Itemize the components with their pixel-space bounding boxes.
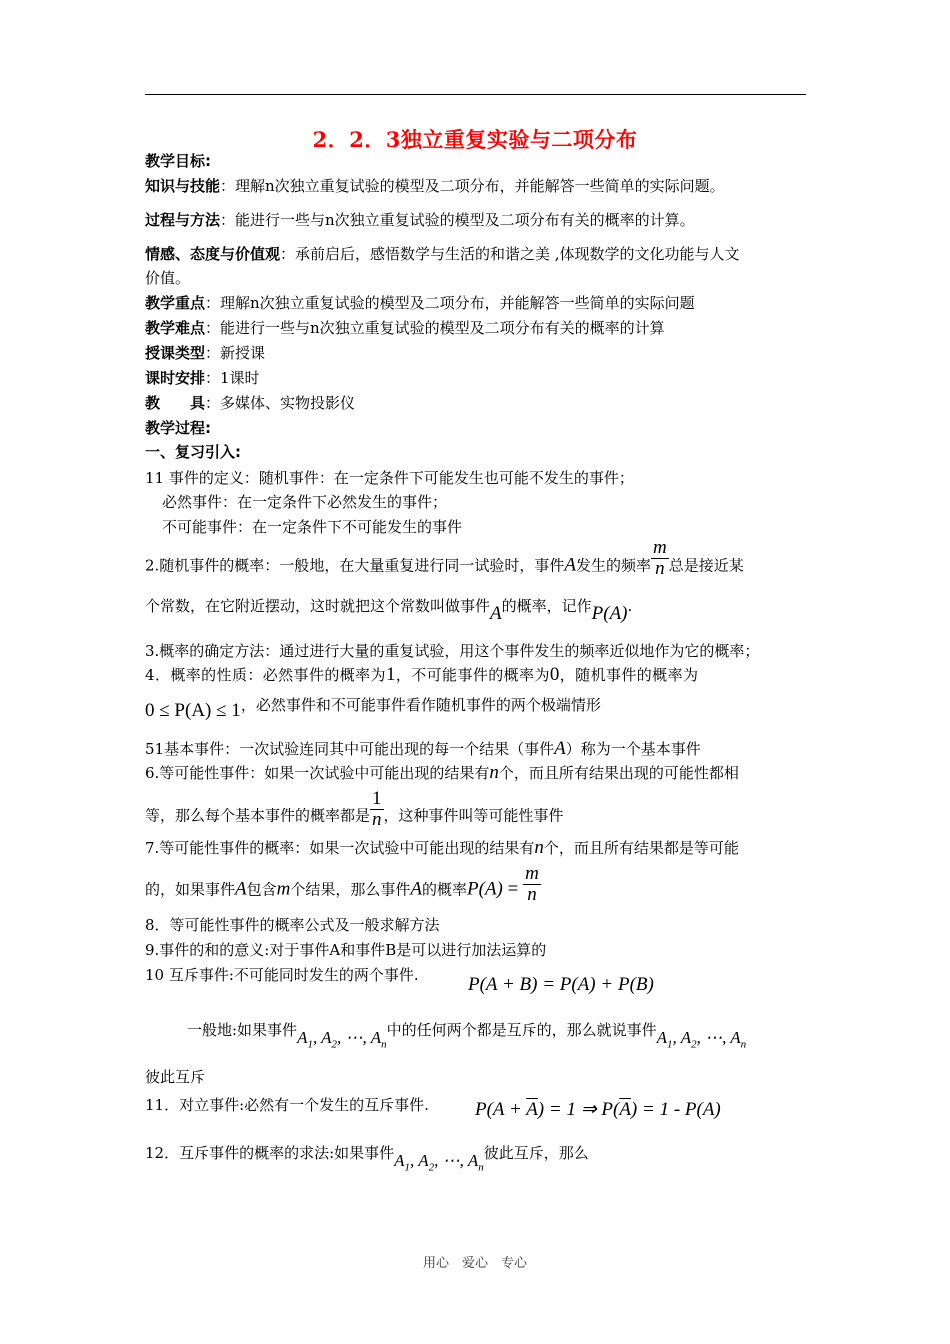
- fraction-m-n: [523, 864, 541, 905]
- item-5a: 51基本事件：一次试验连同其中可能出现的每一个结果（事件: [145, 740, 555, 758]
- item-2a: 2.随机事件的概率：一般地，在大量重复进行同一试验时，事件: [145, 556, 565, 575]
- math-n: n: [489, 762, 499, 783]
- fraction-1-n: [370, 789, 384, 830]
- item-1a: 11 事件的定义：随机事件：在一定条件下可能发生也可能不发生的事件；: [145, 469, 634, 487]
- item-9: 9.事件的和的意义:对于事件A和事件B是可以进行加法运算的: [145, 941, 547, 959]
- item-2d: 个常数，在它附近摆动，这时就把这个常数叫做事件: [145, 597, 491, 615]
- item-5: [145, 739, 701, 759]
- schedule-label: 课时安排: [145, 369, 206, 387]
- difficulty-label: 教学难点: [145, 319, 206, 337]
- emotion-label: 情感、态度与价值观: [145, 245, 281, 263]
- math-A: A: [235, 878, 247, 900]
- item-10d: 彼此互斥: [145, 1068, 206, 1086]
- emotion-text: ：承前启后，感悟数学与生活的和谐之美 ,体现数学的文化功能与人文: [280, 245, 740, 263]
- item-10b: 一般地:如果事件: [187, 1021, 298, 1039]
- page-title: 2．2．3独立重复实验与二项分布: [312, 127, 638, 152]
- key-point-line: [145, 293, 695, 313]
- item-6a: 6.等可能性事件：如果一次试验中可能出现的结果有: [145, 764, 490, 782]
- item-6-line1: [145, 763, 739, 783]
- objectives-heading: 教学目标:: [145, 152, 211, 170]
- item-7b: 个，而且所有结果都是等可能: [543, 839, 739, 857]
- item-4-line2: 0 ≤ P(A) ≤ 1，必然事件和不可能事件看作随机事件的两个极端情形: [145, 696, 601, 721]
- lesson-type-label: 授课类型: [145, 344, 206, 362]
- frac-den: n: [372, 809, 382, 830]
- math-A: A: [554, 738, 566, 759]
- frac-den: n: [527, 884, 537, 905]
- comp-rhs: ) = 1 - P(A): [630, 1099, 721, 1120]
- item-10c: 中的任何两个都是互斥的，那么就说事件: [386, 1021, 657, 1039]
- difficulty-line: [145, 318, 665, 338]
- math-sum-formula: P(A + B) = P(A) + P(B): [468, 974, 654, 995]
- item-10: 10 互斥事件:不可能同时发生的两个事件.: [145, 966, 419, 984]
- lesson-type-text: ：新授课: [205, 344, 266, 362]
- comp-Abar: $\overline{A}$: [619, 1099, 631, 1120]
- item-7-line2: 的，如果事件A包含m个结果，那么事件A的概率P(A) = $\frac{m}{n}$: [145, 863, 539, 905]
- header-rule: [145, 94, 806, 95]
- math-PA: P(A): [591, 603, 628, 624]
- frac-den: n: [655, 558, 665, 579]
- item-2-line2: 个常数，在它附近摆动，这时就把这个常数叫做事件A的概率，记作P(A).: [145, 597, 633, 624]
- item-2b: 发生的频率: [575, 556, 651, 575]
- item-12: 12．互斥事件的概率的求法:如果事件$A_1$, $A_2$, ⋯, $A_n$彼此互斥，那么: [145, 1144, 589, 1174]
- item-12b: 彼此互斥，那么: [483, 1144, 589, 1162]
- item-7f: 的概率: [422, 880, 468, 899]
- math-inequality: 0 ≤ P(A) ≤ 1: [145, 700, 241, 721]
- review-heading: 一、复习引入:: [145, 443, 241, 461]
- item-2-line1: [145, 537, 744, 579]
- tools-line: [145, 393, 355, 413]
- knowledge-text: ：理解n次独立重复试验的模型及二项分布，并能解答一些简单的实际问题。: [220, 177, 725, 195]
- fraction-m-n: [651, 538, 669, 579]
- process-line: [145, 210, 695, 230]
- math-A: A: [564, 554, 576, 576]
- process-label: 过程与方法: [145, 211, 221, 229]
- item-4d: 必然事件和不可能事件看作随机事件的两个极端情形: [255, 696, 601, 714]
- item-5b: ）称为一个基本事件: [565, 740, 701, 758]
- math-PA: P(A): [467, 878, 503, 900]
- item-1c: 不可能事件：在一定条件下不可能发生的事件: [162, 518, 463, 536]
- difficulty-text: ：能进行一些与n次独立重复试验的模型及二项分布有关的概率的计算: [205, 319, 665, 337]
- math-complement-formula: [475, 1100, 721, 1120]
- process-text: ：能进行一些与n次独立重复试验的模型及二项分布有关的概率的计算。: [220, 211, 695, 229]
- comp-Abar: $\overline{A}$: [526, 1099, 538, 1120]
- item-6b: 个，而且所有结果出现的可能性都相: [498, 764, 739, 782]
- math-A: A: [410, 878, 422, 900]
- item-6-line2: [145, 788, 564, 830]
- item-7a: 7.等可能性事件的概率：如果一次试验中可能出现的结果有: [145, 839, 535, 857]
- item-7d: 包含: [246, 880, 277, 899]
- item-6d: ，这种事件叫等可能性事件: [383, 806, 564, 825]
- item-4b: ，不可能事件的概率为: [395, 666, 550, 684]
- key-point-label: 教学重点: [145, 294, 206, 312]
- frac-num: m: [652, 537, 667, 558]
- item-7e: 个结果，那么事件: [290, 880, 411, 899]
- schedule-text: ：1课时: [205, 369, 260, 387]
- process-heading: 教学过程:: [145, 419, 211, 437]
- math-zero: 0: [549, 664, 560, 685]
- emotion-text-cont: 价值。: [145, 269, 191, 287]
- item-10-line2: 一般地:如果事件$A_1$, $A_2$, ⋯, $A_n$中的任何两个都是互斥的，那么就说事件$A_1$, $A_2$, ⋯, $A_n$: [187, 1021, 747, 1051]
- item-1b: 必然事件：在一定条件下必然发生的事件；: [162, 493, 448, 511]
- schedule-line: [145, 368, 260, 388]
- item-6c: 等，那么每个基本事件的概率都是: [145, 806, 371, 825]
- tools-label: 教 具: [145, 394, 206, 412]
- item-8: 8．等可能性事件的概率公式及一般求解方法: [145, 916, 440, 934]
- item-4a: 4．概率的性质：必然事件的概率为: [145, 666, 386, 684]
- comp-mid: ) = 1 ⇒ P(: [537, 1099, 620, 1120]
- item-7-line1: [145, 838, 739, 858]
- item-2e: 的概率，记作: [501, 597, 592, 615]
- page-footer: 用心 爱心 专心: [422, 1256, 527, 1271]
- item-12a: 12．互斥事件的概率的求法:如果事件: [145, 1144, 395, 1162]
- frac-num: m: [525, 863, 539, 884]
- item-4-line1: [145, 665, 698, 685]
- item-2c: 总是接近某: [668, 556, 744, 575]
- math-n: n: [534, 837, 544, 858]
- math-m: m: [276, 878, 291, 900]
- item-11: 11．对立事件:必然有一个发生的互斥事件.: [145, 1096, 429, 1114]
- frac-num: 1: [372, 788, 382, 809]
- tools-text: ：多媒体、实物投影仪: [205, 394, 356, 412]
- knowledge-label: 知识与技能: [145, 177, 221, 195]
- comp-lhs: P(A +: [475, 1099, 527, 1120]
- emotion-line: [145, 244, 740, 264]
- math-one: 1: [385, 664, 396, 685]
- item-7c: 的，如果事件: [145, 880, 236, 899]
- key-point-text: ：理解n次独立重复试验的模型及二项分布，并能解答一些简单的实际问题: [205, 294, 695, 312]
- item-3: 3.概率的确定方法：通过进行大量的重复试验，用这个事件发生的频率近似地作为它的概率；: [145, 642, 760, 660]
- knowledge-line: [145, 176, 725, 196]
- math-A: A: [490, 603, 502, 624]
- item-4c: ，随机事件的概率为: [559, 666, 699, 684]
- lesson-type-line: [145, 343, 265, 363]
